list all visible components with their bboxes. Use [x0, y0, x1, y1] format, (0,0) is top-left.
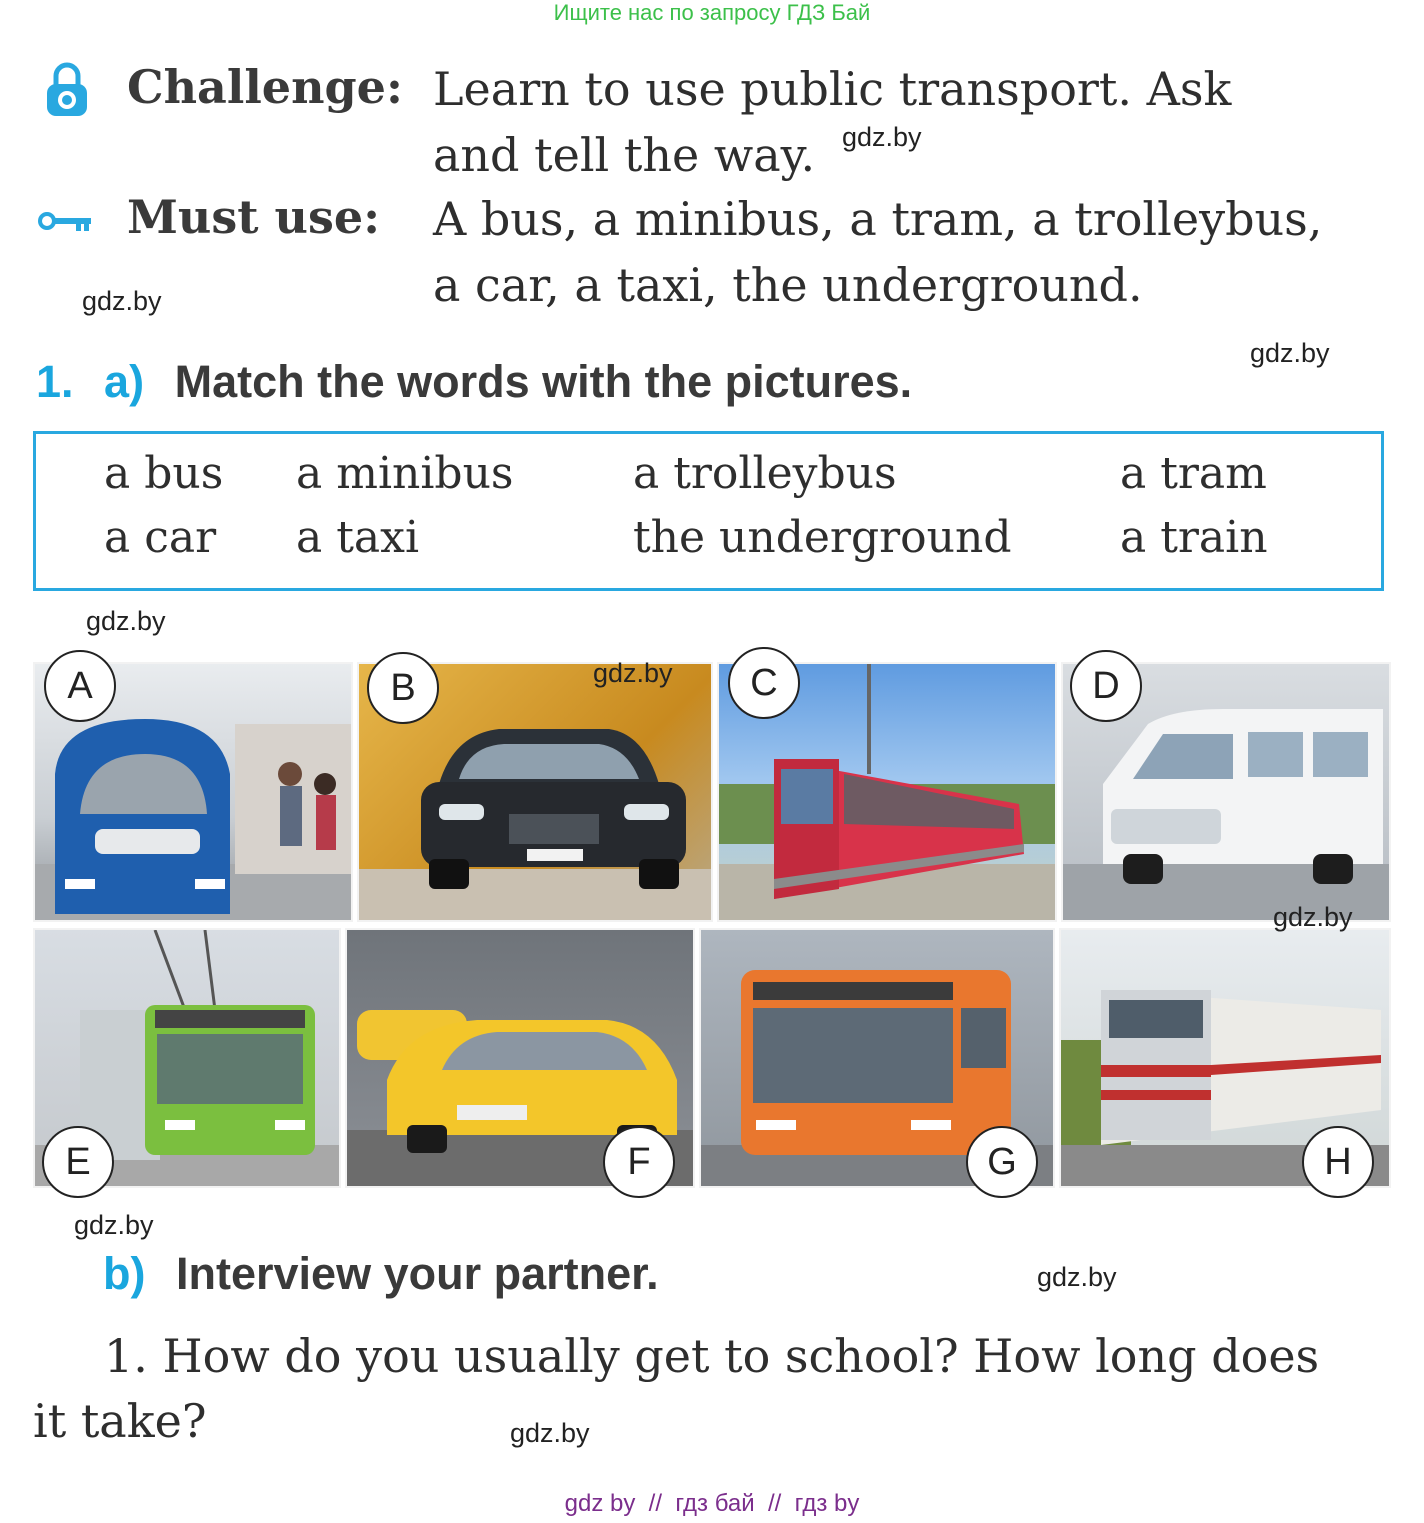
badge-a: A — [44, 650, 116, 722]
badge-e: E — [42, 1126, 114, 1198]
word-item: a train — [1120, 512, 1268, 563]
task1-title: Match the words with the pictures. — [174, 356, 913, 407]
question-1-line1: 1. How do you usually get to school? How long does — [104, 1329, 1320, 1383]
word-item: a trolleybus — [633, 448, 897, 499]
watermark: gdz.by — [82, 286, 162, 316]
must-use-text-line2: a car, a taxi, the underground. — [433, 258, 1143, 312]
must-use-label: Must use: — [127, 190, 381, 244]
watermark: gdz.by — [842, 122, 922, 152]
watermark: gdz.by — [1250, 338, 1330, 368]
badge-g: G — [966, 1126, 1038, 1198]
watermark: gdz.by — [593, 658, 673, 688]
word-item: the underground — [633, 512, 1012, 563]
word-item: a minibus — [296, 448, 514, 499]
task-part-b: b) — [103, 1248, 146, 1299]
task1b-heading — [103, 1248, 659, 1300]
badge-d: D — [1070, 650, 1142, 722]
word-item: a tram — [1120, 448, 1267, 499]
question-1-line2: it take? — [33, 1394, 207, 1448]
footer-links: gdz by // гдз бай // гдз by — [564, 1490, 860, 1517]
badge-b: B — [367, 652, 439, 724]
padlock-icon — [44, 62, 90, 118]
challenge-text-line2: and tell the way. — [433, 128, 816, 182]
task1-heading — [36, 356, 912, 408]
word-item: a taxi — [296, 512, 420, 563]
key-icon — [38, 208, 94, 234]
watermark: gdz.by — [510, 1418, 590, 1448]
badge-f: F — [603, 1126, 675, 1198]
watermark: gdz.by — [86, 606, 166, 636]
watermark: gdz.by — [1037, 1262, 1117, 1292]
word-item: a bus — [104, 448, 224, 499]
badge-c: C — [728, 647, 800, 719]
word-box — [33, 431, 1384, 591]
watermark: gdz.by — [1273, 902, 1353, 932]
challenge-label: Challenge: — [127, 60, 403, 114]
challenge-text-line1: Learn to use public transport. Ask — [433, 62, 1232, 116]
word-item: a car — [104, 512, 217, 563]
watermark: gdz.by — [74, 1210, 154, 1240]
top-banner: Ищите нас по запросу ГДЗ Бай — [553, 0, 871, 25]
task1b-title: Interview your partner. — [176, 1248, 659, 1299]
task-number: 1. — [36, 356, 74, 407]
must-use-text-line1: A bus, a minibus, a tram, a trolleybus, — [433, 192, 1323, 246]
task-part-a: a) — [104, 356, 145, 407]
badge-h: H — [1302, 1126, 1374, 1198]
